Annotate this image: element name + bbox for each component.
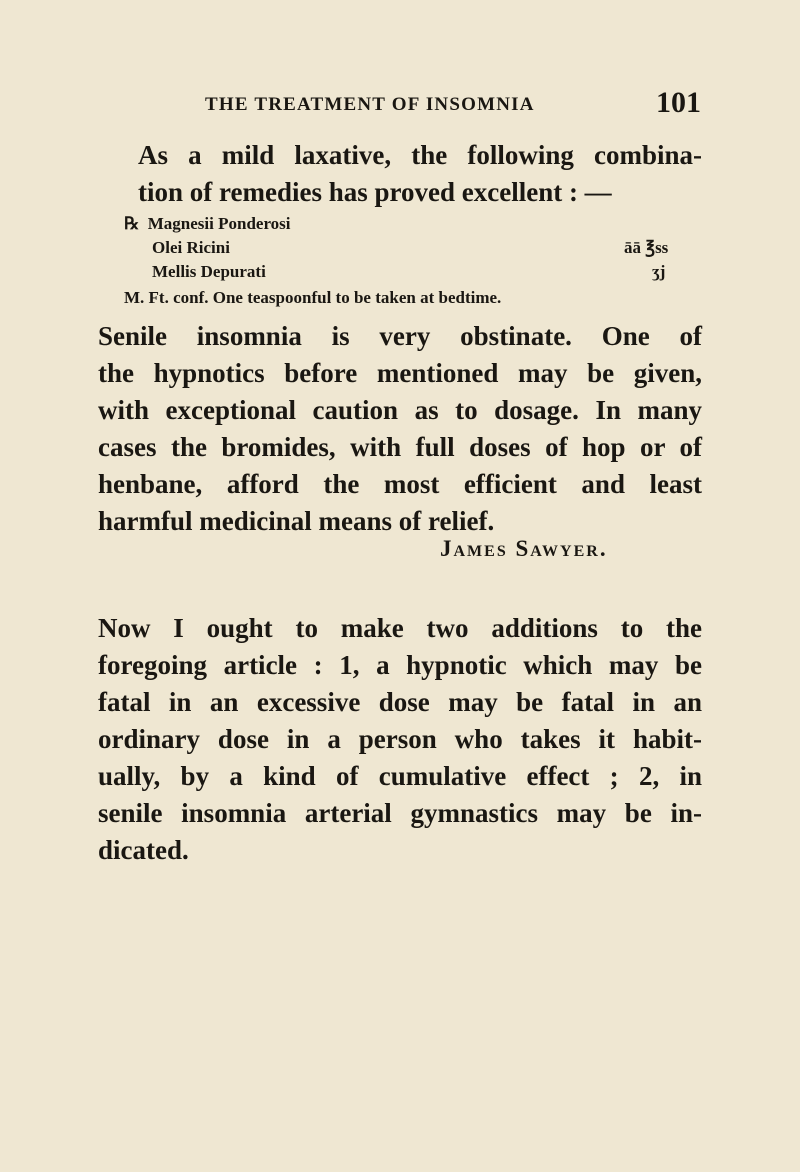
text-line: the hypnotics before mentioned may be given,	[98, 358, 702, 388]
ingredient-name: Magnesii Ponderosi	[147, 214, 291, 233]
text-line: As a mild laxative, the following combina-	[138, 140, 702, 170]
text-line: dicated.	[98, 835, 189, 865]
text-line: fatal in an excessive dose may be fatal in an	[98, 687, 702, 717]
ingredient-dose: ʒj	[652, 262, 666, 281]
text-line: cases the bromides, with full doses of hop or of	[98, 432, 702, 462]
page-number: 101	[656, 86, 701, 119]
text-line: ually, by a kind of cumulative effect ; 2, in	[98, 761, 702, 791]
prescription-line	[124, 260, 684, 284]
text-line: foregoing article : 1, a hypnotic which may be	[98, 650, 702, 680]
text-line: Senile insomnia is very obstinate. One of	[98, 321, 702, 351]
senile-insomnia-paragraph	[98, 318, 702, 540]
text-line: tion of remedies has proved excellent : —	[138, 177, 612, 207]
ingredient-dose: āā ℥ss	[624, 238, 669, 257]
prescription-symbol-and-ingredient	[124, 212, 291, 236]
text-line: henbane, afford the most efficient and least	[98, 469, 702, 499]
prescription	[124, 212, 684, 284]
ingredient-name: Olei Ricini	[152, 238, 230, 257]
text-line: senile insomnia arterial gymnastics may be in-	[98, 798, 702, 828]
prescription-line	[124, 236, 684, 260]
prescription-line	[124, 212, 684, 236]
running-title: THE TREATMENT OF INSOMNIA	[205, 94, 535, 115]
recipe-symbol: ℞	[124, 214, 140, 233]
text-line: ordinary dose in a person who takes it habit-	[98, 724, 702, 754]
text-line: Now I ought to make two additions to the	[98, 613, 702, 643]
intro-paragraph	[98, 137, 702, 211]
additions-paragraph	[98, 610, 702, 869]
ingredient-name: Mellis Depurati	[152, 262, 266, 281]
text-line: harmful medicinal means of relief.	[98, 506, 495, 536]
prescription-directions: M. Ft. conf. One teaspoonful to be taken at bedtime.	[124, 288, 502, 307]
text-line: with exceptional caution as to dosage. In many	[98, 395, 702, 425]
running-header	[205, 86, 701, 122]
author-signature: James Sawyer.	[440, 536, 608, 561]
